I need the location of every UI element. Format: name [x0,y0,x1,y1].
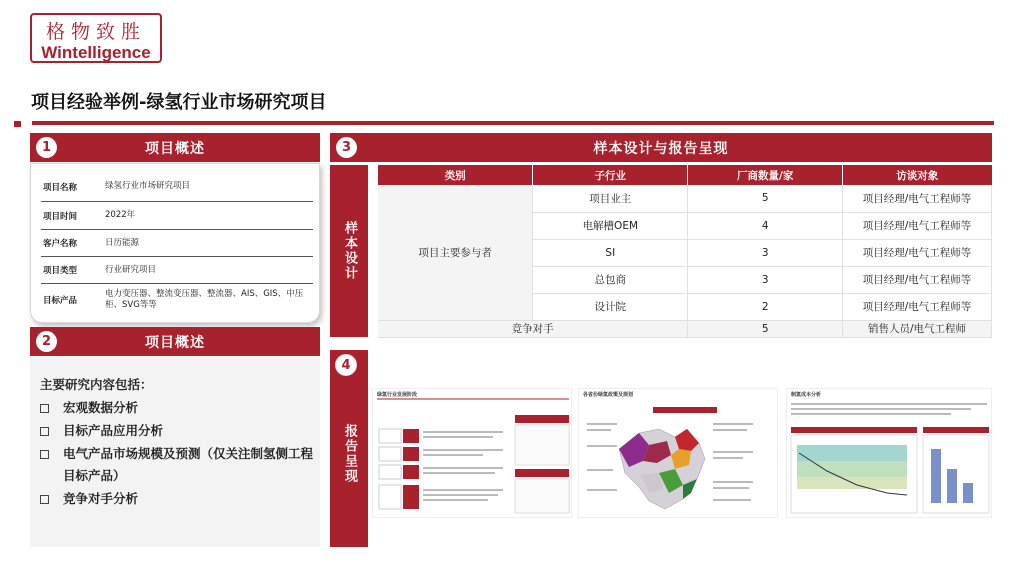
sample-design-table [378,165,992,338]
table-header-row [378,165,992,185]
china-map-image [579,389,778,518]
research-item-text: 电气产品市场规模及预测（仅关注制氢侧工程目标产品） [63,446,314,483]
overview-value: 电力变压器、整流变压器、整流器、AIS、GIS、中压柜、SVG等等 [105,289,304,310]
logo-chinese-text: 格物致胜 [45,21,146,43]
overview-label: 项目名称 [43,182,78,193]
overview-value: 2022年 [105,210,136,220]
thumbnail-title: 制氢成本分析 [791,392,822,398]
table-cell: 3 [688,266,843,293]
table-cell: 3 [688,239,843,266]
overview-value: 行业研究项目 [105,264,157,275]
report-thumbnails [370,388,992,518]
overview-row-time [41,202,313,230]
research-item-text: 宏观数据分析 [63,400,139,415]
thumbnail-title: 绿氢行业发展阶段 [377,392,418,398]
timeline-diagram-image [373,389,572,518]
overview-value: 绿氢行业市场研究项目 [105,181,191,191]
table-cell: 项目经理/电气工程师等 [843,239,992,266]
section3-title: 样本设计与报告呈现 [593,140,729,157]
table-header-cell: 子行业 [533,165,688,185]
table-cell: SI [533,239,688,266]
table-row-competitor [378,320,992,337]
table-cell: 项目经理/电气工程师等 [843,185,992,212]
table-cell: 电解槽OEM [533,212,688,239]
research-item [40,420,316,442]
overview-row-type [41,257,313,284]
overview-label: 目标产品 [43,296,78,306]
checkbox-square-icon [40,495,49,504]
title-divider [32,121,994,125]
sample-design-label: 样本设计 [342,221,357,281]
research-item-text: 目标产品应用分析 [63,423,164,438]
overview-value: 日历能源 [105,237,140,248]
overview-row-client [41,230,313,257]
page-title: 项目经验举例-绿氢行业市场研究项目 [31,92,327,113]
table-cell: 4 [688,212,843,239]
checkbox-square-icon [40,404,49,413]
table-cell: 项目经理/电气工程师等 [843,212,992,239]
section1-header [30,133,320,162]
section2-number: 2 [36,331,57,352]
section4-number: 4 [335,354,357,376]
table-header-cell: 厂商数量/家 [688,165,843,185]
research-item-text: 竞争对手分析 [63,491,139,506]
table-cell: 5 [688,185,843,212]
research-item [40,397,316,419]
title-accent-mark [14,121,21,127]
research-item [40,488,316,510]
table-cell: 项目经理/电气工程师等 [843,293,992,320]
table-cell: 竞争对手 [378,320,688,337]
table-group-cell: 项目主要参与者 [378,185,533,320]
table-cell: 总包商 [533,266,688,293]
table-cell: 项目业主 [533,185,688,212]
report-presentation-label: 报告呈现 [342,423,357,484]
section1-title: 项目概述 [145,140,205,157]
overview-row-products [41,284,313,316]
table-cell: 5 [688,320,843,337]
report-presentation-tab [330,350,368,547]
research-lead-text: 主要研究内容包括： [40,377,153,392]
overview-row-name [41,172,313,202]
table-header-cell: 类别 [378,165,533,185]
section2-title: 项目概述 [145,334,205,351]
section1-number: 1 [36,137,57,158]
table-cell: 项目经理/电气工程师等 [843,266,992,293]
overview-label: 客户名称 [43,239,78,249]
table-cell: 销售人员/电气工程师 [843,320,992,337]
overview-label: 项目时间 [43,211,78,222]
cost-analysis-chart-image [787,389,992,518]
report-thumbnail[interactable] [578,388,778,518]
research-content-box [30,357,320,547]
checkbox-square-icon [40,450,49,459]
logo-english-text: Wintelligence [41,43,151,62]
table-cell: 设计院 [533,293,688,320]
table-cell: 2 [688,293,843,320]
sample-design-tab [330,165,368,337]
report-thumbnail[interactable] [372,388,572,518]
section3-number: 3 [336,137,357,158]
report-thumbnail[interactable] [786,388,992,518]
overview-label: 项目类型 [43,266,78,276]
section2-header [30,327,320,356]
company-logo [30,13,162,63]
checkbox-square-icon [40,427,49,436]
table-header-cell: 访谈对象 [843,165,992,185]
project-overview-card [30,163,320,323]
thumbnail-title: 各省份绿氢政策及规划 [583,392,634,398]
table-row [378,185,992,212]
section3-header [330,133,992,162]
research-item [40,443,316,487]
